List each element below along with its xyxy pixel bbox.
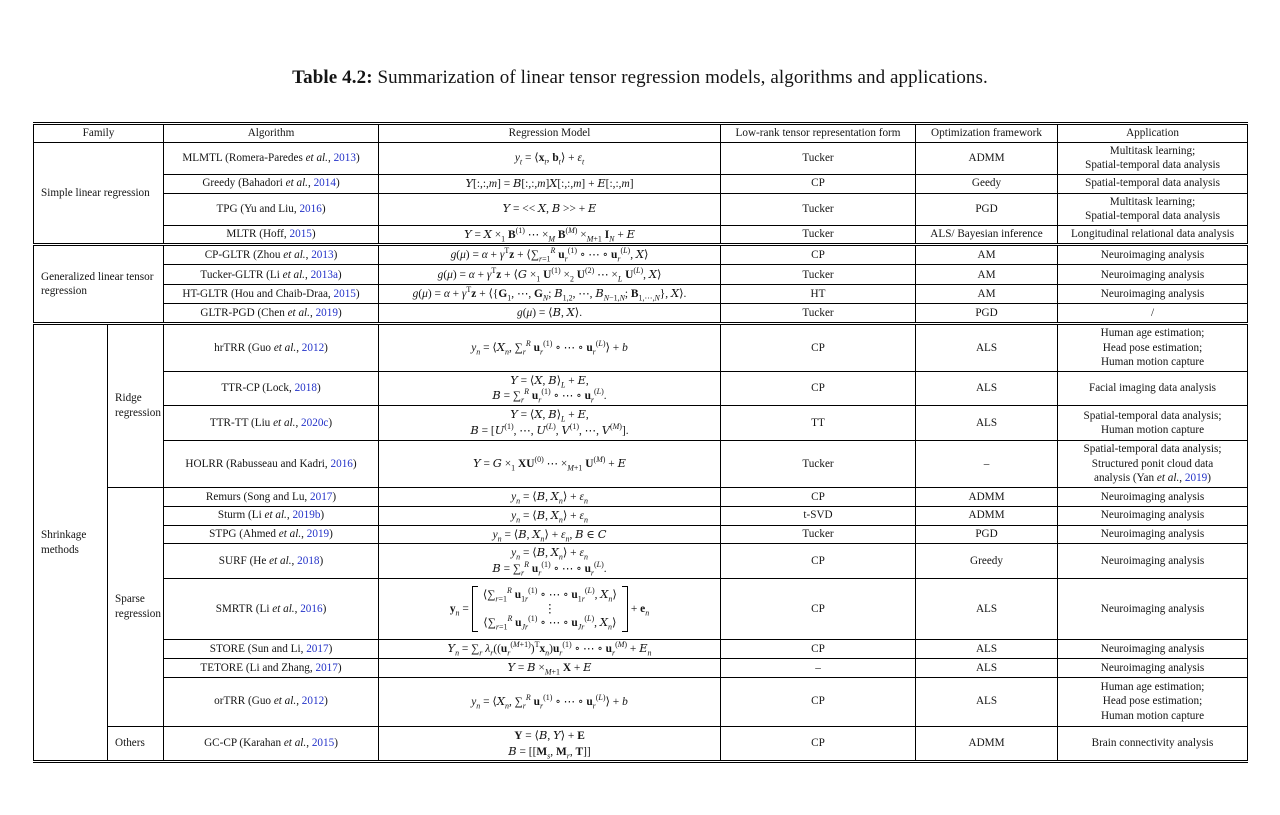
cell-optimization: ALS [916,579,1058,640]
cell-optimization: ADMM [916,726,1058,762]
row-ttr-cp [34,371,1248,406]
cell-algorithm: TPG (Yu and Liu, 2016) [164,193,379,225]
row-hrtrr [34,323,1248,371]
cell-optimization: ALS [916,658,1058,677]
cell-application: Multitask learning; Spatial-temporal data analysis [1058,142,1248,174]
vector-row: $⟨\sum_{r=1}^R$ $u_{Jr}^{(1)}$ ∘ ⋯ ∘ $u_{Jr}^{(L)}$, $X_n⟩$ [483,614,617,632]
cell-algorithm: Sturm (Li et al., 2019b) [164,506,379,525]
cell-regression-model: $y_t$ = $⟨x_t$, $b_t⟩ + \varepsilon_t$ [379,142,721,174]
cell-regression-model: $y_n$ = ⟨B, $X_n⟩ + \varepsilon_n$ $B = \sum_r^R$ $u_r^{(1)}$ ∘ ⋯ ∘ $u_r^{(L)}$. [379,544,721,579]
cell-application: Brain connectivity analysis [1058,726,1248,762]
cell-optimization: PGD [916,304,1058,324]
cell-lowrank-form: t-SVD [721,506,916,525]
formula-lhs: $y_n$ = [449,602,469,617]
cell-application: Facial imaging data analysis [1058,371,1248,406]
cell-application: Neuroimaging analysis [1058,245,1248,265]
row-store [34,640,1248,659]
cell-application: Spatial-temporal data analysis; Human motion capture [1058,406,1248,441]
cell-algorithm: TETORE (Li and Zhang, 2017) [164,658,379,677]
col-header-family: Family [34,124,164,143]
row-ttr-tt [34,406,1248,441]
cell-lowrank-form: Tucker [721,304,916,324]
cell-regression-model: $Y = X \times_1$ $B^{(1)}$ ⋯ $\times_M$ $B^{(M)} \times_{M+1}$ $I_N + E$ [379,225,721,245]
cell-regression-model: $y_n$ = ⟨B, $X_n⟩ + \varepsilon_n$ [379,506,721,525]
cell-algorithm: MLMTL (Romera-Paredes et al., 2013) [164,142,379,174]
cell-optimization: – [916,440,1058,487]
cell-algorithm: HT-GLTR (Hou and Chaib-Draa, 2015) [164,285,379,304]
citation-year-link[interactable]: 2017 [315,661,338,674]
summary-table [33,122,1248,763]
cell-algorithm: STORE (Sun and Li, 2017) [164,640,379,659]
table-caption [0,67,1280,89]
cell-application: Neuroimaging analysis [1058,579,1248,640]
cell-lowrank-form: HT [721,285,916,304]
col-header-optimization: Optimization framework [916,124,1058,143]
cell-regression-model: $Y_n = \sum_r$ $\lambda_r((u_r^{(M+1)})^Tx_n)u_r^{(1)}$ ∘ ⋯ ∘ $u_r^{(M)} + E_n$ [379,640,721,659]
citation-year-link[interactable]: 2014 [313,177,336,190]
cell-lowrank-form: Tucker [721,193,916,225]
cell-application: Human age estimation; Head pose estimation; Human motion capture [1058,677,1248,726]
citation-year-link[interactable]: 2016 [330,457,353,470]
cell-lowrank-form: Tucker [721,225,916,245]
citation-year-link[interactable]: 2018 [297,554,320,567]
cell-lowrank-form: CP [721,174,916,193]
vector-rows [481,584,619,634]
citation-year-link[interactable]: 2016 [299,202,322,215]
citation-year-link[interactable]: 2017 [306,642,329,655]
row-remurs [34,487,1248,506]
row-tetore [34,658,1248,677]
left-bracket [472,586,478,632]
cell-optimization: Geedy [916,174,1058,193]
cell-optimization: PGD [916,193,1058,225]
col-header-lowrank-form: Low-rank tensor representation form [721,124,916,143]
col-header-algorithm: Algorithm [164,124,379,143]
cell-application: Spatial-temporal data analysis [1058,174,1248,193]
cell-lowrank-form: CP [721,640,916,659]
row-gc-cp [34,726,1248,762]
citation-year-link[interactable]: 2020c [301,416,329,429]
cell-family: Generalized linear tensor regression [34,245,164,323]
cell-family: Simple linear regression [34,142,164,245]
right-bracket [622,586,628,632]
col-header-regression-model: Regression Model [379,124,721,143]
cell-lowrank-form: Tucker [721,525,916,544]
row-ortrr [34,677,1248,726]
cell-application: Neuroimaging analysis [1058,265,1248,285]
cell-algorithm: Greedy (Bahadori et al., 2014) [164,174,379,193]
citation-year-link[interactable]: 2019b [292,509,321,522]
cell-lowrank-form: Tucker [721,440,916,487]
cell-regression-model: $y_n$ = ⟨B, $X_n⟩ + \varepsilon_n$ [379,487,721,506]
row-gltr-pgd [34,304,1248,324]
cell-algorithm: GLTR-PGD (Chen et al., 2019) [164,304,379,324]
cell-application: Neuroimaging analysis [1058,506,1248,525]
cell-optimization: ALS [916,406,1058,441]
cell-optimization: ADMM [916,142,1058,174]
cell-optimization: Greedy [916,544,1058,579]
cell-lowrank-form: CP [721,726,916,762]
cell-application: Neuroimaging analysis [1058,525,1248,544]
cell-regression-model [379,579,721,640]
citation-year-link[interactable]: 2018 [294,382,317,395]
row-greedy [34,174,1248,193]
cell-algorithm: TTR-CP (Lock, 2018) [164,371,379,406]
citation-year-link[interactable]: 2017 [310,490,333,503]
cell-lowrank-form: CP [721,579,916,640]
cell-application: Neuroimaging analysis [1058,658,1248,677]
row-surf [34,544,1248,579]
citation-year-link[interactable]: 2012 [301,341,325,354]
formula-rhs: + $e_n$ [630,602,650,617]
cell-application: Neuroimaging analysis [1058,640,1248,659]
cell-regression-model: Y = ⟨X, $B⟩_L + E$, $B = [U^{(1)}$, ⋯, $U^{(L)}$, $V^{(1)}$, ⋯, $V^{(M)}$]. [379,406,721,441]
cell-regression-model: Y = << X, B >> + E [379,193,721,225]
citation-year-link[interactable]: 2015 [311,737,335,750]
citation-year-link[interactable]: 2015 [333,287,356,300]
caption-label: Table 4.2: [292,67,373,88]
cell-optimization: ADMM [916,487,1058,506]
row-tpg [34,193,1248,225]
row-mlmtl [34,142,1248,174]
smrtr-vector-formula [382,584,717,634]
cell-algorithm: Tucker-GLTR (Li et al., 2013a) [164,265,379,285]
cell-regression-model: $y_n$ = $⟨X_n$, $\sum_r^R$ $u_r^{(1)}$ ∘ ⋯ ∘ $u_r^{(L)}⟩ + b$ [379,677,721,726]
cell-subgroup: Ridge regression [108,323,164,487]
citation-year-link[interactable]: 2019 [315,306,338,319]
cell-regression-model: $y_n$ = ⟨B, $X_n⟩ + \varepsilon_n$, B ∈ C [379,525,721,544]
citation-year-link[interactable]: 2016 [300,602,323,615]
cell-regression-model: g(μ) = ⟨B, X⟩. [379,304,721,324]
citation-year-link[interactable]: 2013 [311,249,334,262]
cell-regression-model: $g(\mu) = \alpha + \gamma^Tz$ + $⟨\sum_{r=1}^R$ $u_r^{(1)}$ ∘ ⋯ ∘ $u_r^{(L)}$, X⟩ [379,245,721,265]
cell-application: Spatial-temporal data analysis; Structured ponit cloud data analysis (Yan et al., 2019) [1058,440,1248,487]
cell-optimization: AM [916,285,1058,304]
cell-application: Neuroimaging analysis [1058,285,1248,304]
caption-text: Summarization of linear tensor regression models, algorithms and applications. [377,67,988,88]
cell-algorithm: TTR-TT (Liu et al., 2020c) [164,406,379,441]
cell-regression-model: Y = ⟨B, Y⟩ + E $B = [[M_s$, $M_r$, T]] [379,726,721,762]
row-ht-gltr [34,285,1248,304]
cell-algorithm: Remurs (Song and Lu, 2017) [164,487,379,506]
cell-subgroup: Others [108,726,164,762]
cell-application: Neuroimaging analysis [1058,544,1248,579]
cell-lowrank-form: TT [721,406,916,441]
row-cp-gltr [34,245,1248,265]
cell-application: Longitudinal relational data analysis [1058,225,1248,245]
cell-optimization: ADMM [916,506,1058,525]
cell-lowrank-form: Tucker [721,142,916,174]
cell-algorithm: orTRR (Guo et al., 2012) [164,677,379,726]
cell-optimization: AM [916,245,1058,265]
cell-regression-model: $y_n$ = $⟨X_n$, $\sum_r^R$ $u_r^{(1)}$ ∘ ⋯ ∘ $u_r^{(L)}⟩ + b$ [379,323,721,371]
cell-regression-model: $Y = B \times_{M+1}$ X + E [379,658,721,677]
cell-algorithm: STPG (Ahmed et al., 2019) [164,525,379,544]
citation-year-link[interactable]: 2013 [333,151,356,164]
cell-optimization: AM [916,265,1058,285]
citation-year-link[interactable]: 2019 [1184,472,1208,485]
cell-optimization: ALS/ Bayesian inference [916,225,1058,245]
cell-algorithm: MLTR (Hoff, 2015) [164,225,379,245]
header-row [34,124,1248,143]
cell-regression-model: Y = ⟨X, $B⟩_L + E$, $B = \sum_r^R$ $u_r^{(1)}$ ∘ ⋯ ∘ $u_r^{(L)}$. [379,371,721,406]
row-stpg [34,525,1248,544]
row-tucker-gltr [34,265,1248,285]
citation-year-link[interactable]: 2015 [289,228,312,241]
cell-algorithm: SURF (He et al., 2018) [164,544,379,579]
cell-algorithm: GC-CP (Karahan et al., 2015) [164,726,379,762]
row-sturm [34,506,1248,525]
row-mltr [34,225,1248,245]
cell-application: / [1058,304,1248,324]
cell-lowrank-form: CP [721,323,916,371]
cell-application: Human age estimation; Head pose estimation; Human motion capture [1058,323,1248,371]
cell-regression-model: $g(\mu) = \alpha + \gamma^Tz$ + $⟨\{G_1$, ⋯, $G_N$; $B_{1,2}$, ⋯, $B_{N-1,N}$; $B_{1,\cdots,N}$}, X⟩. [379,285,721,304]
cell-lowrank-form: CP [721,544,916,579]
citation-year-link[interactable]: 2013a [310,268,338,281]
row-holrr [34,440,1248,487]
cell-algorithm: HOLRR (Rabusseau and Kadri, 2016) [164,440,379,487]
cell-optimization: ALS [916,640,1058,659]
cell-optimization: ALS [916,371,1058,406]
cell-optimization: PGD [916,525,1058,544]
cell-regression-model: Y[:,:,m] = B[:,:,m]X[:,:,m] + E[:,:,m] [379,174,721,193]
citation-year-link[interactable]: 2012 [301,695,325,708]
cell-lowrank-form: CP [721,371,916,406]
col-header-application: Application [1058,124,1248,143]
cell-lowrank-form: Tucker [721,265,916,285]
cell-algorithm: SMRTR (Li et al., 2016) [164,579,379,640]
vector-row: $⟨\sum_{r=1}^R$ $u_{1r}^{(1)}$ ∘ ⋯ ∘ $u_{1r}^{(L)}$, $X_n⟩$ [482,586,617,604]
cell-optimization: ALS [916,677,1058,726]
cell-application: Multitask learning; Spatial-temporal data analysis [1058,193,1248,225]
cell-lowrank-form: CP [721,677,916,726]
cell-application: Neuroimaging analysis [1058,487,1248,506]
cell-algorithm: CP-GLTR (Zhou et al., 2013) [164,245,379,265]
cell-lowrank-form: CP [721,487,916,506]
cell-regression-model: $g(\mu) = \alpha + \gamma^Tz$ + ⟨G $\times_1$ $U^{(1)} \times_2$ $U^{(2)}$ ⋯ $\times_L$ $U^{(L)}$, X⟩ [379,265,721,285]
cell-optimization: ALS [916,323,1058,371]
cell-lowrank-form: – [721,658,916,677]
cell-algorithm: hrTRR (Guo et al., 2012) [164,323,379,371]
row-smrtr [34,579,1248,640]
vertical-dots: ⋮ [544,603,556,616]
citation-year-link[interactable]: 2019 [306,528,330,541]
cell-regression-model: $Y = G \times_1$ XU$^{(0)}$ ⋯ $\times_{M+1}$ $U^{(M)} + E$ [379,440,721,487]
cell-lowrank-form: CP [721,245,916,265]
cell-subgroup: Sparse regression [108,487,164,726]
cell-family: Shrinkage methods [34,323,108,761]
